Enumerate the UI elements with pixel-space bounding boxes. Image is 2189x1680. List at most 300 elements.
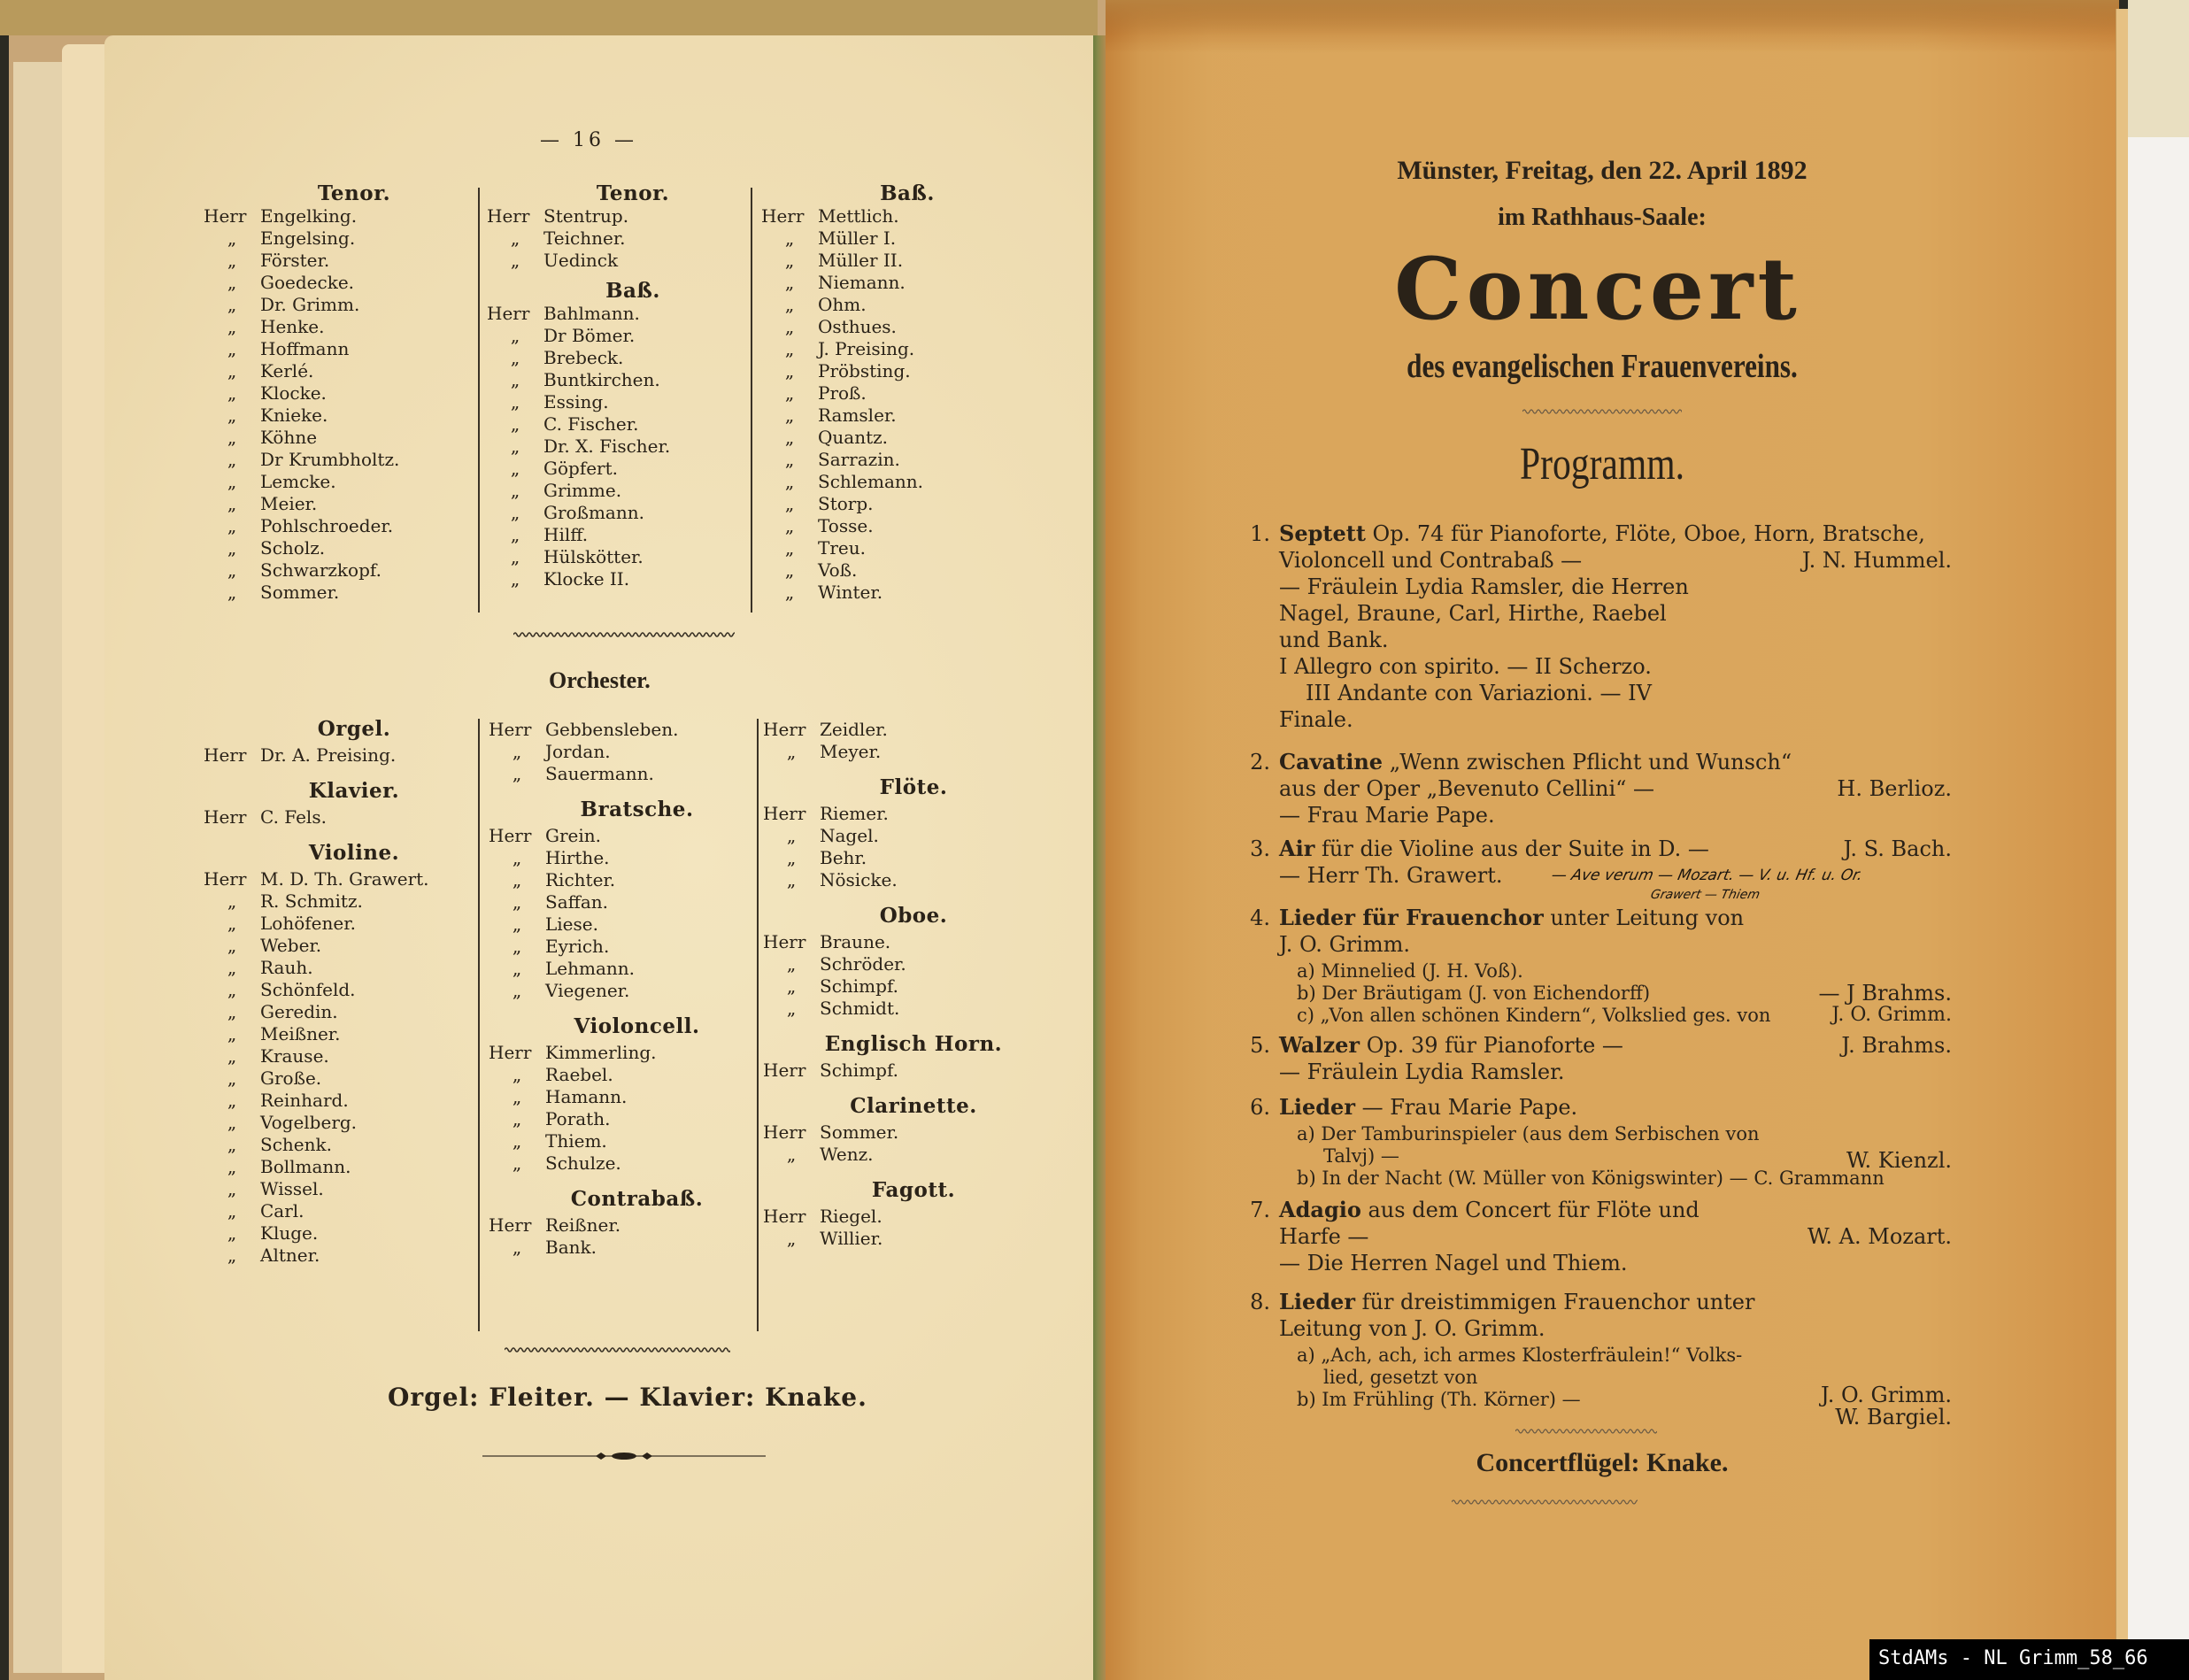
ditto-mark: „ xyxy=(227,957,237,978)
item-line: — Frau Marie Pape. xyxy=(1279,803,1495,828)
item-number: 2. xyxy=(1250,750,1270,774)
member-name: Meyer. xyxy=(820,741,882,762)
wavy-rule xyxy=(1522,407,1682,416)
member-name: Sommer. xyxy=(260,582,340,603)
wavy-rule xyxy=(1452,1498,1638,1507)
member-row xyxy=(761,382,1018,405)
item-line: Harfe — xyxy=(1279,1224,1369,1249)
ditto-mark: „ xyxy=(784,559,795,581)
member-row xyxy=(204,1090,469,1112)
ditto-mark: „ xyxy=(784,515,795,536)
sub-item: b) Im Frühling (Th. Körner) — xyxy=(1297,1389,1581,1410)
work-description: aus dem Concert für Flöte und xyxy=(1360,1198,1700,1222)
member-row xyxy=(204,449,469,471)
ditto-mark: „ xyxy=(512,1108,522,1129)
member-row xyxy=(761,294,1018,316)
sub-item: b) In der Nacht (W. Müller von Königswinter) — C. Grammann xyxy=(1297,1168,1885,1189)
composer: J. O. Grimm. xyxy=(1820,1383,1952,1407)
sub-item: Talvj) — xyxy=(1323,1145,1399,1167)
item-line: — Fräulein Lydia Ramsler, die Herren xyxy=(1279,574,1689,599)
item-line: — Fräulein Lydia Ramsler. xyxy=(1279,1060,1565,1084)
member-row xyxy=(487,250,744,272)
member-row xyxy=(763,998,1029,1020)
ditto-mark: „ xyxy=(227,1245,237,1266)
ditto-mark: „ xyxy=(227,890,237,912)
ditto-mark: „ xyxy=(784,272,795,293)
member-list xyxy=(204,205,469,604)
member-name: Geredin. xyxy=(260,1001,338,1022)
orchestra-heading: Orchester. xyxy=(549,667,651,693)
ditto-mark: „ xyxy=(227,1222,237,1244)
member-row xyxy=(763,975,1029,998)
item-line xyxy=(1279,1094,1577,1121)
honorific: Herr xyxy=(489,1214,532,1236)
ditto-mark: „ xyxy=(510,502,520,523)
ditto-mark: „ xyxy=(227,1001,237,1022)
member-row xyxy=(204,1222,469,1245)
member-row xyxy=(487,458,744,480)
ditto-mark: „ xyxy=(512,958,522,979)
member-row xyxy=(761,272,1018,294)
member-row xyxy=(204,1001,469,1023)
member-row xyxy=(204,405,469,427)
ditto-mark: „ xyxy=(227,537,237,559)
member-row xyxy=(761,316,1018,338)
ditto-mark: „ xyxy=(786,825,797,846)
choir-tenor-section-1 xyxy=(204,181,469,604)
handwritten-annotation: Grawert — Thiem xyxy=(1649,888,1761,902)
sub-item: lied, gesetzt von xyxy=(1323,1367,1478,1388)
ditto-mark: „ xyxy=(786,1228,797,1249)
ditto-mark: „ xyxy=(227,582,237,603)
orchestra-section xyxy=(763,1178,1029,1250)
scan-background xyxy=(2128,137,2189,1680)
composer: W. A. Mozart. xyxy=(1807,1224,1952,1249)
member-name: Knieke. xyxy=(260,405,328,426)
composer: J. N. Hummel. xyxy=(1801,548,1952,573)
section-heading: Baß. xyxy=(880,181,935,205)
member-name: Lemcke. xyxy=(260,471,336,492)
work-description: unter Leitung von xyxy=(1543,906,1745,930)
member-name: Schröder. xyxy=(820,953,906,975)
member-name: Zeidler. xyxy=(820,719,888,740)
member-name: Essing. xyxy=(543,391,609,412)
member-row xyxy=(763,825,1029,847)
section-heading: Violine. xyxy=(308,841,400,865)
member-row xyxy=(487,205,744,227)
ditto-mark: „ xyxy=(786,847,797,868)
column-divider xyxy=(478,719,480,1331)
composer: J. S. Bach. xyxy=(1843,836,1952,861)
member-row xyxy=(761,559,1018,582)
place-date: Münster, Freitag, den 22. April 1892 xyxy=(1397,156,1807,185)
archive-label-text: StdAMs - NL Grimm_58_66 xyxy=(1878,1647,2148,1669)
member-row xyxy=(204,360,469,382)
member-row xyxy=(204,935,469,957)
member-row xyxy=(487,369,744,391)
ditto-mark: „ xyxy=(784,382,795,404)
member-list xyxy=(489,719,750,785)
orchestra-section xyxy=(763,1032,1029,1082)
column-divider xyxy=(757,719,759,1331)
member-name: Hirthe. xyxy=(545,847,610,868)
item-line: — Herr Th. Grawert. xyxy=(1279,863,1503,888)
orchestra-section xyxy=(489,1187,750,1259)
member-row xyxy=(204,868,469,890)
member-name: Schenk. xyxy=(260,1134,332,1155)
orchestra-section xyxy=(204,779,469,828)
member-row xyxy=(489,936,750,958)
ditto-mark: „ xyxy=(227,250,237,271)
member-name: Lehmann. xyxy=(545,958,636,979)
ditto-mark: „ xyxy=(227,471,237,492)
member-name: Engelsing. xyxy=(260,227,356,249)
item-line: aus der Oper „Bevenuto Cellini“ — xyxy=(1279,776,1655,801)
member-list xyxy=(487,205,744,272)
member-name: Stentrup. xyxy=(543,205,629,227)
member-row xyxy=(763,719,1029,741)
member-row xyxy=(204,1178,469,1200)
member-name: Hoffmann xyxy=(260,338,350,359)
composer: — J Brahms. xyxy=(1818,981,1952,1006)
member-row xyxy=(763,931,1029,953)
member-name: Rauh. xyxy=(260,957,313,978)
member-name: Meißner. xyxy=(260,1023,341,1044)
honorific: Herr xyxy=(487,205,530,227)
column-divider xyxy=(751,188,752,613)
orchestra-section xyxy=(489,1014,750,1175)
member-row xyxy=(204,471,469,493)
ditto-mark: „ xyxy=(510,546,520,567)
ditto-mark: „ xyxy=(784,316,795,337)
item-number: 8. xyxy=(1250,1290,1270,1314)
work-description: für die Violine aus der Suite in D. — xyxy=(1314,836,1709,861)
ditto-mark: „ xyxy=(227,979,237,1000)
member-name: Pröbsting. xyxy=(818,360,911,381)
ditto-mark: „ xyxy=(227,559,237,581)
member-name: Pohlschroeder. xyxy=(260,515,394,536)
member-row xyxy=(204,1023,469,1045)
item-line xyxy=(1279,836,1709,862)
honorific: Herr xyxy=(487,303,530,324)
member-row xyxy=(763,869,1029,891)
member-row xyxy=(761,405,1018,427)
member-name: Schönfeld. xyxy=(260,979,356,1000)
choir-tenor-section-2 xyxy=(487,181,744,590)
member-row xyxy=(204,427,469,449)
member-row xyxy=(489,913,750,936)
member-name: Saffan. xyxy=(545,891,608,913)
member-row xyxy=(761,250,1018,272)
member-name: R. Schmitz. xyxy=(260,890,363,912)
member-row xyxy=(487,502,744,524)
member-row xyxy=(204,957,469,979)
member-name: Göpfert. xyxy=(543,458,619,479)
work-title: Walzer xyxy=(1279,1032,1360,1058)
member-list xyxy=(761,205,1018,604)
ditto-mark: „ xyxy=(786,1144,797,1165)
honorific: Herr xyxy=(204,744,247,766)
member-name: Winter. xyxy=(818,582,883,603)
member-row xyxy=(489,1108,750,1130)
member-name: Nagel. xyxy=(820,825,879,846)
member-name: Köhne xyxy=(260,427,318,448)
member-row xyxy=(489,1214,750,1237)
work-description: — Frau Marie Pape. xyxy=(1354,1095,1578,1120)
ditto-mark: „ xyxy=(786,975,797,997)
member-name: Ramsler. xyxy=(818,405,897,426)
section-heading: Orgel. xyxy=(317,717,391,741)
ditto-mark: „ xyxy=(512,1086,522,1107)
ditto-mark: „ xyxy=(784,493,795,514)
member-row xyxy=(204,250,469,272)
member-row xyxy=(204,1112,469,1134)
ditto-mark: „ xyxy=(227,1156,237,1177)
member-name: Henke. xyxy=(260,316,325,337)
member-name: Förster. xyxy=(260,250,330,271)
program-title: Programm. xyxy=(1519,439,1685,489)
member-name: Klocke II. xyxy=(543,568,630,590)
honorific: Herr xyxy=(763,931,806,952)
ditto-mark: „ xyxy=(784,360,795,381)
ditto-mark: „ xyxy=(510,435,520,457)
ditto-mark: „ xyxy=(510,480,520,501)
member-name: Behr. xyxy=(820,847,867,868)
item-number: 4. xyxy=(1250,906,1270,930)
ditto-mark: „ xyxy=(784,294,795,315)
ditto-mark: „ xyxy=(227,1178,237,1199)
member-row xyxy=(204,338,469,360)
member-row xyxy=(204,1156,469,1178)
item-number: 6. xyxy=(1250,1095,1270,1120)
member-row xyxy=(489,1237,750,1259)
section-heading: Violoncell. xyxy=(574,1014,700,1038)
choir-bass-section xyxy=(761,181,1018,604)
member-row xyxy=(487,347,744,369)
ditto-mark: „ xyxy=(227,405,237,426)
member-name: Liese. xyxy=(545,913,598,935)
member-name: Teichner. xyxy=(543,227,626,249)
member-name: Schulze. xyxy=(545,1152,621,1174)
member-row xyxy=(761,449,1018,471)
member-row xyxy=(204,537,469,559)
ditto-mark: „ xyxy=(510,347,520,368)
member-list xyxy=(204,744,469,767)
orchestra-section xyxy=(763,904,1029,1020)
item-line xyxy=(1279,749,1792,775)
member-row xyxy=(204,1200,469,1222)
ditto-mark: „ xyxy=(227,449,237,470)
member-row xyxy=(763,1228,1029,1250)
honorific: Herr xyxy=(763,803,806,824)
member-name: Eyrich. xyxy=(545,936,610,957)
ditto-mark: „ xyxy=(512,980,522,1001)
ditto-mark: „ xyxy=(512,913,522,935)
ditto-mark: „ xyxy=(510,227,520,249)
ditto-mark: „ xyxy=(227,515,237,536)
member-row xyxy=(763,741,1029,763)
ditto-mark: „ xyxy=(510,413,520,435)
member-name: Jordan. xyxy=(545,741,611,762)
subtitle: des evangelischen Frauenvereins. xyxy=(1407,348,1798,385)
member-name: Schimpf. xyxy=(820,1060,898,1081)
member-row xyxy=(761,537,1018,559)
member-name: Kerlé. xyxy=(260,360,314,381)
member-row xyxy=(487,524,744,546)
item-line: — Die Herren Nagel und Thiem. xyxy=(1279,1251,1628,1275)
member-name: Müller I. xyxy=(818,227,897,249)
member-row xyxy=(489,1064,750,1086)
member-row xyxy=(204,272,469,294)
member-row xyxy=(487,391,744,413)
member-row xyxy=(489,958,750,980)
work-title: Lieder für Frauenchor xyxy=(1279,905,1544,930)
work-title: Cavatine xyxy=(1279,749,1384,774)
ditto-mark: „ xyxy=(786,741,797,762)
honorific: Herr xyxy=(763,1206,806,1227)
organ-piano-footer: Orgel: Fleiter. — Klavier: Knake. xyxy=(388,1383,867,1412)
member-name: Osthues. xyxy=(818,316,897,337)
member-row xyxy=(761,471,1018,493)
member-name: Reißner. xyxy=(545,1214,621,1236)
ditto-mark: „ xyxy=(510,250,520,271)
composer: J. Brahms. xyxy=(1841,1033,1952,1058)
sub-item: b) Der Bräutigam (J. von Eichendorff) xyxy=(1297,983,1651,1004)
member-row xyxy=(761,205,1018,227)
member-list xyxy=(763,1206,1029,1250)
ditto-mark: „ xyxy=(784,471,795,492)
ditto-mark: „ xyxy=(512,763,522,784)
item-line: III Andante con Variazioni. — IV xyxy=(1306,681,1652,705)
member-row xyxy=(487,435,744,458)
member-name: Schwarzkopf. xyxy=(260,559,382,581)
orchestra-section xyxy=(763,775,1029,891)
ditto-mark: „ xyxy=(227,1067,237,1089)
ditto-mark: „ xyxy=(786,998,797,1019)
ditto-mark: „ xyxy=(227,294,237,315)
ditto-mark: „ xyxy=(784,227,795,249)
member-name: Brebeck. xyxy=(543,347,624,368)
member-name: Niemann. xyxy=(818,272,906,293)
member-list xyxy=(763,719,1029,763)
ditto-mark: „ xyxy=(227,913,237,934)
member-name: Dr Bömer. xyxy=(543,325,636,346)
member-list xyxy=(763,803,1029,891)
ditto-mark: „ xyxy=(227,427,237,448)
member-name: Storp. xyxy=(818,493,874,514)
ditto-mark: „ xyxy=(227,272,237,293)
work-title: Septett xyxy=(1279,520,1366,546)
member-list xyxy=(487,303,744,590)
ditto-mark: „ xyxy=(784,537,795,559)
section-heading: Baß. xyxy=(605,279,660,303)
section-heading: Contrabaß. xyxy=(570,1187,704,1211)
member-list xyxy=(204,806,469,828)
member-row xyxy=(204,913,469,935)
ditto-mark: „ xyxy=(784,582,795,603)
member-name: Braune. xyxy=(820,931,891,952)
member-row xyxy=(487,325,744,347)
section-heading: Clarinette. xyxy=(850,1094,977,1118)
column-divider xyxy=(478,188,480,613)
ditto-mark: „ xyxy=(227,316,237,337)
member-name: Großmann. xyxy=(543,502,644,523)
orchestra-section xyxy=(204,717,469,767)
member-row xyxy=(204,806,469,828)
ditto-mark: „ xyxy=(510,391,520,412)
wavy-rule xyxy=(513,630,735,639)
member-name: Dr. X. Fischer. xyxy=(543,435,671,457)
ditto-mark: „ xyxy=(784,449,795,470)
honorific: Herr xyxy=(763,1121,806,1143)
member-row xyxy=(204,890,469,913)
ditto-mark: „ xyxy=(510,568,520,590)
ditto-mark: „ xyxy=(510,458,520,479)
member-list xyxy=(489,825,750,1002)
composer: J. O. Grimm. xyxy=(1831,1004,1952,1026)
section-heading: Flöte. xyxy=(879,775,948,799)
member-row xyxy=(204,1067,469,1090)
member-name: C. Fischer. xyxy=(543,413,639,435)
right-page-stain xyxy=(1106,0,2119,35)
member-row xyxy=(204,744,469,767)
member-row xyxy=(763,953,1029,975)
member-name: Dr. A. Preising. xyxy=(260,744,397,766)
ditto-mark: „ xyxy=(227,935,237,956)
sub-item: a) „Ach, ach, ich armes Klosterfräulein!“ Volks- xyxy=(1297,1345,1743,1366)
member-row xyxy=(204,582,469,604)
ditto-mark: „ xyxy=(227,360,237,381)
member-row xyxy=(489,1152,750,1175)
ditto-mark: „ xyxy=(227,1090,237,1111)
work-title: Lieder xyxy=(1279,1289,1355,1314)
member-name: Weber. xyxy=(260,935,322,956)
member-row xyxy=(761,493,1018,515)
wavy-rule xyxy=(1515,1427,1657,1436)
ditto-mark: „ xyxy=(512,891,522,913)
ditto-mark: „ xyxy=(227,1200,237,1221)
page-number: — 16 — xyxy=(540,129,637,151)
member-name: Carl. xyxy=(260,1200,304,1221)
member-row xyxy=(489,741,750,763)
member-list xyxy=(489,1214,750,1259)
work-description: Op. 39 für Pianoforte — xyxy=(1360,1033,1623,1058)
member-name: Wenz. xyxy=(820,1144,874,1165)
member-row xyxy=(489,719,750,741)
honorific: Herr xyxy=(489,825,532,846)
orchestra-section xyxy=(763,1094,1029,1166)
member-list xyxy=(763,1121,1029,1166)
member-name: Goedecke. xyxy=(260,272,355,293)
member-name: Voß. xyxy=(818,559,858,581)
member-name: Willier. xyxy=(820,1228,883,1249)
ditto-mark: „ xyxy=(227,227,237,249)
member-name: Hülskötter. xyxy=(543,546,644,567)
section-heading: Bratsche. xyxy=(580,798,694,821)
member-name: Wissel. xyxy=(260,1178,324,1199)
work-title: Lieder xyxy=(1279,1094,1355,1120)
orchestra-section xyxy=(204,841,469,1267)
item-line xyxy=(1279,520,1925,547)
honorific: Herr xyxy=(763,719,806,740)
member-name: Hilff. xyxy=(543,524,589,545)
member-name: Reinhard. xyxy=(260,1090,349,1111)
item-line xyxy=(1279,1032,1623,1059)
member-row xyxy=(763,803,1029,825)
member-name: Schlemann. xyxy=(818,471,924,492)
member-row xyxy=(489,1086,750,1108)
honorific: Herr xyxy=(204,806,247,828)
